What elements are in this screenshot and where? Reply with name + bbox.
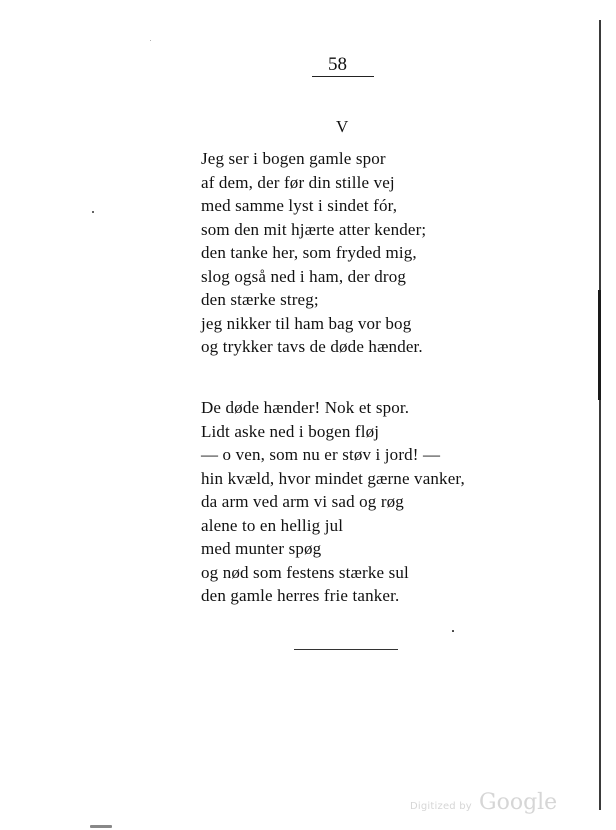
speck — [92, 211, 94, 213]
verse-line: alene to en hellig jul — [201, 515, 344, 535]
digitized-watermark — [410, 790, 557, 815]
verse-line: den stærke streg; — [201, 290, 319, 309]
verse-line: og trykker tavs de døde hænder. — [201, 337, 423, 356]
end-rule — [294, 649, 398, 650]
verse-line: den gamle herres frie tanker. — [201, 586, 400, 605]
verse-line: med munter spøg — [201, 539, 322, 558]
bottom-mark — [90, 825, 112, 828]
verse-line: med samme lyst i sindet fór, — [201, 196, 398, 215]
verse-line: slog også ned i ham, der drog — [201, 266, 407, 286]
verse-line: Lidt aske ned i bogen fløj — [201, 421, 380, 441]
verse-line: som den mit hjærte atter kender; — [201, 219, 427, 239]
verse-line: Jeg ser i bogen gamle spor — [201, 149, 386, 168]
verse-line: jeg nikker til ham bag vor bog — [201, 313, 412, 333]
watermark-prefix: Digitized by — [410, 801, 472, 812]
google-logo-watermark: Google — [479, 790, 558, 815]
page-edge-shadow-heavy — [598, 290, 601, 400]
speck — [452, 630, 454, 632]
verse-line: af dem, der før din stille vej — [201, 172, 395, 192]
verse-line: da arm ved arm vi sad og røg — [201, 492, 404, 511]
page-number-rule — [312, 76, 374, 77]
verse-line: og nød som festens stærke sul — [201, 562, 409, 582]
stanza-2 — [201, 396, 465, 608]
speck — [150, 40, 151, 41]
verse-line: De døde hænder! Nok et spor. — [201, 398, 410, 417]
verse-line: — o ven, som nu er støv i jord! — — [201, 445, 441, 464]
verse-line: hin kvæld, hvor mindet gærne vanker, — [201, 468, 465, 488]
stanza-1 — [201, 147, 426, 359]
page-number: 58 — [328, 54, 347, 75]
page-edge-shadow — [599, 20, 601, 810]
section-title: V — [336, 117, 349, 136]
verse-line: den tanke her, som fryded mig, — [201, 243, 417, 262]
